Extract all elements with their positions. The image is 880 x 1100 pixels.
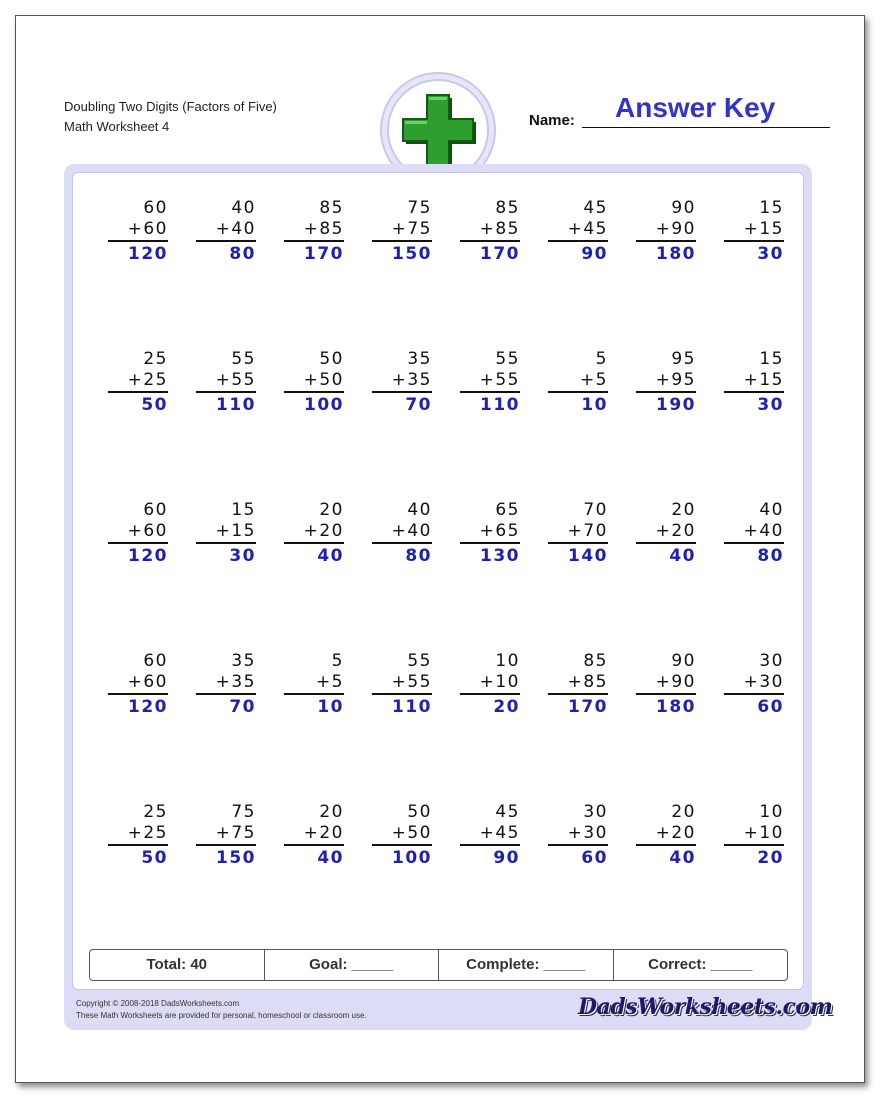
problem [372, 802, 432, 870]
problem-answer: 120 [128, 546, 168, 566]
score-box [89, 949, 788, 981]
problem-top-number: 35 [231, 651, 256, 671]
problem-answer: 60 [581, 848, 608, 868]
problem-addend: +90 [636, 219, 696, 242]
dadsworksheets-logo: DadsWorksheets.com [578, 994, 833, 1020]
problem [196, 651, 256, 719]
problem-addend: +25 [108, 370, 168, 393]
problem-addend: +35 [196, 672, 256, 695]
problem [724, 802, 784, 870]
problem [108, 349, 168, 417]
problem-addend: +10 [460, 672, 520, 695]
problem-answer: 70 [229, 697, 256, 717]
problem [372, 500, 432, 568]
problem-answer: 100 [304, 395, 344, 415]
problem-addend: +25 [108, 823, 168, 846]
problem-top-number: 30 [759, 651, 784, 671]
problem-top-number: 30 [583, 802, 608, 822]
problem-answer: 20 [757, 848, 784, 868]
total-cell: Total: 40 [90, 950, 265, 980]
problem [284, 198, 344, 266]
problem [636, 349, 696, 417]
problem-answer: 170 [304, 244, 344, 264]
problem-addend: +40 [196, 219, 256, 242]
problem [108, 802, 168, 870]
problem-answer: 140 [568, 546, 608, 566]
problem-answer: 110 [480, 395, 520, 415]
problem-addend: +85 [548, 672, 608, 695]
problem-answer: 110 [392, 697, 432, 717]
problem [284, 802, 344, 870]
problem [284, 349, 344, 417]
problem-addend: +45 [548, 219, 608, 242]
problem-top-number: 40 [231, 198, 256, 218]
problem [548, 349, 608, 417]
problem [548, 651, 608, 719]
problem-answer: 70 [405, 395, 432, 415]
correct-cell: Correct: _____ [648, 956, 753, 973]
problem-addend: +35 [372, 370, 432, 393]
problem [636, 802, 696, 870]
problem-answer: 170 [568, 697, 608, 717]
problem-addend: +60 [108, 219, 168, 242]
problem-top-number: 50 [407, 802, 432, 822]
problem [724, 349, 784, 417]
problem-addend: +55 [196, 370, 256, 393]
problem-answer: 80 [229, 244, 256, 264]
problem-top-number: 20 [319, 802, 344, 822]
problem [636, 198, 696, 266]
problem [196, 349, 256, 417]
problem [724, 198, 784, 266]
problem-addend: +55 [460, 370, 520, 393]
problem-addend: +30 [724, 672, 784, 695]
problem-addend: +85 [460, 219, 520, 242]
problem-top-number: 85 [583, 651, 608, 671]
problem-addend: +75 [372, 219, 432, 242]
problem [196, 802, 256, 870]
goal-cell: Goal: _____ [265, 950, 440, 980]
problem-answer: 40 [669, 546, 696, 566]
copyright [76, 998, 367, 1022]
problem-answer: 40 [669, 848, 696, 868]
problem [460, 802, 520, 870]
problem-addend: +10 [724, 823, 784, 846]
problem [372, 651, 432, 719]
problem [284, 500, 344, 568]
problem-top-number: 40 [759, 500, 784, 520]
problem-answer: 120 [128, 697, 168, 717]
problem-answer: 50 [141, 395, 168, 415]
problem-answer: 30 [757, 244, 784, 264]
problem-addend: +85 [284, 219, 344, 242]
problem [108, 651, 168, 719]
problem-answer: 90 [581, 244, 608, 264]
problem [724, 651, 784, 719]
problem-addend: +20 [284, 521, 344, 544]
problem-top-number: 20 [671, 500, 696, 520]
problem-addend: +70 [548, 521, 608, 544]
problem [108, 500, 168, 568]
problem-top-number: 10 [495, 651, 520, 671]
problem-addend: +90 [636, 672, 696, 695]
problem-top-number: 20 [671, 802, 696, 822]
problem-answer: 40 [317, 848, 344, 868]
problem-addend: +40 [724, 521, 784, 544]
problem-addend: +20 [636, 521, 696, 544]
problem-addend: +20 [636, 823, 696, 846]
problem [372, 198, 432, 266]
problem [460, 198, 520, 266]
problem-top-number: 70 [583, 500, 608, 520]
problem-top-number: 85 [319, 198, 344, 218]
problem-top-number: 60 [143, 651, 168, 671]
problem-addend: +15 [724, 370, 784, 393]
problem-top-number: 5 [331, 651, 344, 671]
problem [372, 349, 432, 417]
problem-addend: +30 [548, 823, 608, 846]
problem-top-number: 90 [671, 651, 696, 671]
problem [460, 349, 520, 417]
problem [548, 198, 608, 266]
problem-top-number: 50 [319, 349, 344, 369]
problem-top-number: 55 [231, 349, 256, 369]
problem-answer: 150 [392, 244, 432, 264]
problem-top-number: 95 [671, 349, 696, 369]
title-line-2: Math Worksheet 4 [64, 119, 170, 134]
problem-addend: +95 [636, 370, 696, 393]
problem-addend: +50 [372, 823, 432, 846]
problem-top-number: 10 [759, 802, 784, 822]
problem [636, 651, 696, 719]
problem [196, 500, 256, 568]
problem-answer: 130 [480, 546, 520, 566]
problem-answer: 90 [493, 848, 520, 868]
problem-addend: +15 [724, 219, 784, 242]
problem-top-number: 55 [407, 651, 432, 671]
problem-top-number: 75 [231, 802, 256, 822]
problem-addend: +5 [548, 370, 608, 393]
problem-addend: +75 [196, 823, 256, 846]
problem [196, 198, 256, 266]
problem-answer: 20 [493, 697, 520, 717]
problem-top-number: 15 [759, 349, 784, 369]
problem-addend: +40 [372, 521, 432, 544]
problem [724, 500, 784, 568]
problem-top-number: 15 [231, 500, 256, 520]
problem-answer: 10 [581, 395, 608, 415]
problem [548, 500, 608, 568]
problem [460, 500, 520, 568]
problem-top-number: 75 [407, 198, 432, 218]
problem-addend: +45 [460, 823, 520, 846]
problem-answer: 80 [757, 546, 784, 566]
copyright-line-1: Copyright © 2008-2018 DadsWorksheets.com [76, 999, 240, 1008]
problem-top-number: 60 [143, 500, 168, 520]
problem-answer: 170 [480, 244, 520, 264]
problem-answer: 50 [141, 848, 168, 868]
problem [548, 802, 608, 870]
problem-top-number: 55 [495, 349, 520, 369]
problem-top-number: 40 [407, 500, 432, 520]
problem-top-number: 15 [759, 198, 784, 218]
answer-key-text: Answer Key [615, 92, 776, 123]
problem [284, 651, 344, 719]
problem [460, 651, 520, 719]
problem-addend: +60 [108, 521, 168, 544]
problem-answer: 120 [128, 244, 168, 264]
problem [108, 198, 168, 266]
problem-top-number: 90 [671, 198, 696, 218]
problem-answer: 10 [317, 697, 344, 717]
problem-addend: +50 [284, 370, 344, 393]
problem-top-number: 60 [143, 198, 168, 218]
problem-addend: +15 [196, 521, 256, 544]
problem-answer: 110 [216, 395, 256, 415]
title-line-1: Doubling Two Digits (Factors of Five) [64, 99, 277, 114]
problem-answer: 30 [757, 395, 784, 415]
problem-top-number: 45 [583, 198, 608, 218]
problem-top-number: 65 [495, 500, 520, 520]
problem-addend: +60 [108, 672, 168, 695]
problem-addend: +20 [284, 823, 344, 846]
problem-answer: 60 [757, 697, 784, 717]
problem-answer: 30 [229, 546, 256, 566]
problem-addend: +65 [460, 521, 520, 544]
problem-top-number: 85 [495, 198, 520, 218]
problem-answer: 80 [405, 546, 432, 566]
problem-top-number: 25 [143, 349, 168, 369]
problem-top-number: 20 [319, 500, 344, 520]
copyright-line-2: These Math Worksheets are provided for personal, homeschool or classroom use. [76, 1011, 367, 1020]
problem-answer: 40 [317, 546, 344, 566]
problem-answer: 180 [656, 244, 696, 264]
complete-cell: Complete: _____ [439, 950, 614, 980]
name-label: Name: [529, 112, 575, 129]
problem-top-number: 25 [143, 802, 168, 822]
problem [636, 500, 696, 568]
problem-addend: +5 [284, 672, 344, 695]
problem-answer: 180 [656, 697, 696, 717]
problem-top-number: 5 [595, 349, 608, 369]
problem-top-number: 45 [495, 802, 520, 822]
problem-addend: +55 [372, 672, 432, 695]
problem-answer: 190 [656, 395, 696, 415]
problem-top-number: 35 [407, 349, 432, 369]
name-line [582, 127, 830, 128]
problem-answer: 150 [216, 848, 256, 868]
worksheet-title [64, 97, 277, 137]
problem-answer: 100 [392, 848, 432, 868]
